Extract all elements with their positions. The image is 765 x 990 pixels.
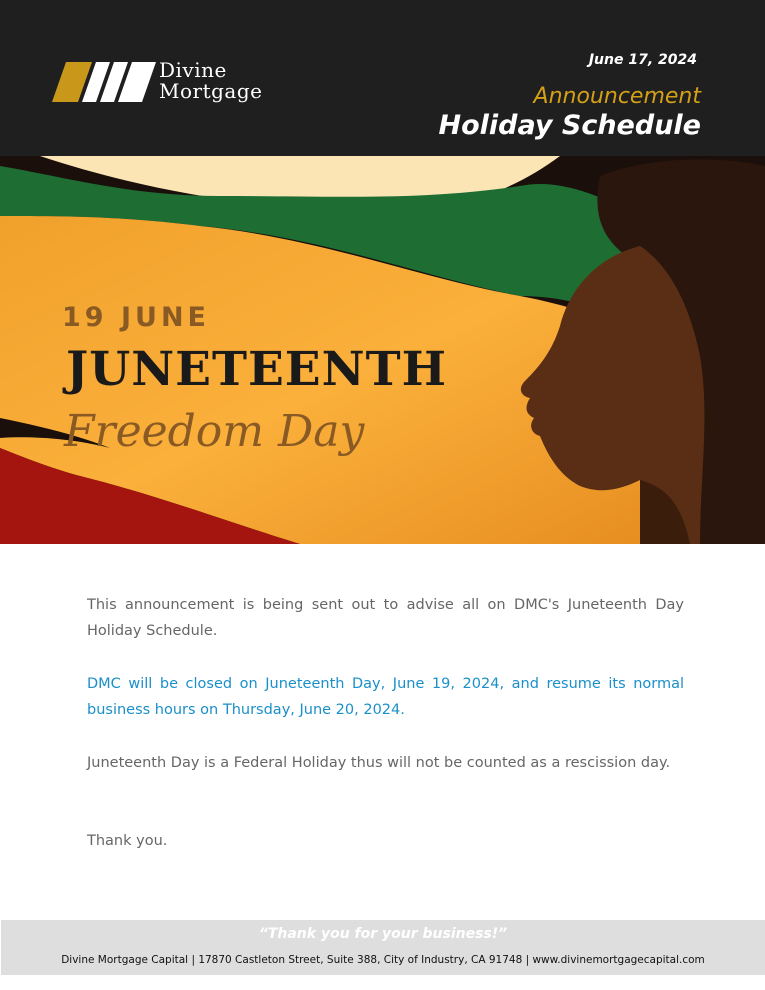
announcement-date: June 17, 2024 <box>588 52 697 68</box>
logo-mark-icon <box>52 60 156 104</box>
body-paragraph-federal-holiday: Juneteenth Day is a Federal Holiday thus will not be counted as a rescission day. <box>87 755 671 771</box>
body-paragraph-closure: DMC will be closed on Juneteenth Day, June 19, 2024, and resume its normal business hours on Thursday, June 20, 2024. <box>87 676 684 718</box>
body-paragraph-thanks: Thank you. <box>87 833 168 849</box>
banner-date: 19 JUNE <box>62 302 210 333</box>
footer <box>1 920 765 975</box>
logo-line1: Divine <box>159 58 227 82</box>
footer-tagline: “Thank you for your business!” <box>258 926 508 942</box>
footer-address: Divine Mortgage Capital | 17870 Castleton Street, Suite 388, City of Industry, CA 91748 | www.divinemortgagecapital.com <box>61 954 705 966</box>
announcement-label: Announcement <box>533 84 701 109</box>
page-title: Holiday Schedule <box>438 110 701 141</box>
banner-title: JUNETEENTH <box>66 342 447 397</box>
header <box>0 0 765 156</box>
body-paragraph-intro: This announcement is being sent out to advise all on DMC's Juneteenth Day Holiday Schedule. <box>87 597 684 639</box>
logo-wordmark <box>159 60 262 102</box>
juneteenth-banner <box>0 156 765 544</box>
company-logo <box>52 60 292 106</box>
banner-subtitle: Freedom Day <box>64 406 365 457</box>
logo-line2: Mortgage <box>159 79 263 103</box>
